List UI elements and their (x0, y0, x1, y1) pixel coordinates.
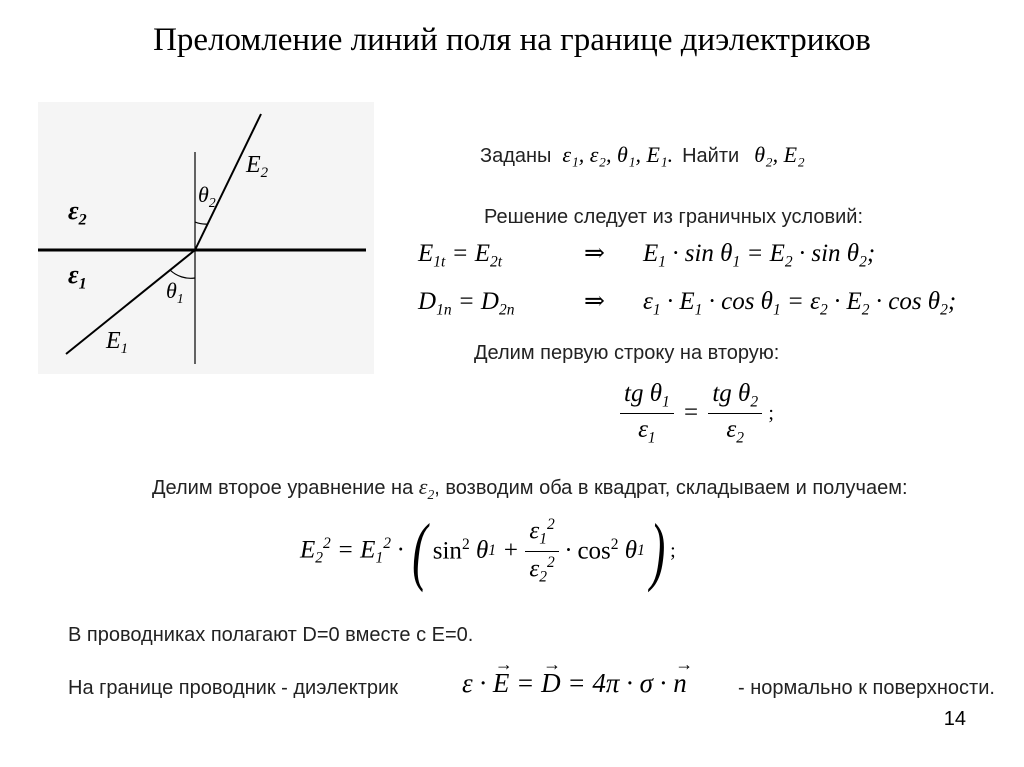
page-title: Преломление линий поля на границе диэлектриков (153, 22, 871, 58)
given-line (480, 142, 805, 168)
page-number: 14 (943, 708, 966, 730)
equation-e2-squared: $E_2^2 = E_1^2$ · ( $\sin^2$ θ 1 + $\frac{\varepsilon_1^2}{\varepsilon_2^2}$ · $\cos^2$ θ 1 ) ; (300, 509, 676, 593)
equation-tangential: $E_{1t} = E_{2t}$ ⇒ $E_1 \cdot \sin \theta_1 = E_2 \cdot \sin \theta_2$; (418, 240, 876, 271)
equation-normal: $D_{1n} = D_{2n}$ ⇒ $\varepsilon_1 \cdot E_1 \cdot \cos \theta_1 = \varepsilon_2 \cdot E_2 \cdot \cos \theta_2$; (418, 288, 957, 319)
label-theta2: $\theta_2$ (198, 182, 216, 210)
divide-first-text: Делим первую строку на вторую: (474, 342, 780, 364)
boundary-label: На границе проводник - диэлектрик (68, 677, 398, 699)
label-eps2: $\varepsilon_2$ (68, 196, 87, 229)
equation-surface-charge: ε · → E = → D = 4π · σ · → n (462, 668, 687, 699)
divide-second-text: Делим второе уравнение на $\varepsilon_2$, возводим оба в квадрат, складываем и получаем: (152, 474, 908, 502)
find-values: θ₂, E₂ (754, 142, 805, 167)
given-label: Заданы (480, 145, 552, 167)
label-e1: $E_1$ (106, 328, 129, 358)
given-values: ε₁, ε₂, θ₁, E₁. (562, 142, 674, 167)
equation-tangent-ratio: $\frac{tg \theta_1}{\varepsilon_1}$ = $\frac{tg \theta_2}{\varepsilon_2}$ ; (620, 380, 774, 448)
label-e2: $E_2$ (246, 152, 269, 182)
boundary-note: - нормально к поверхности. (738, 677, 995, 699)
conductors-text: В проводниках полагают D=0 вместе с E=0. (68, 624, 474, 646)
label-theta1: $\theta_1$ (166, 278, 184, 306)
refraction-diagram-lines (38, 102, 374, 374)
solution-intro: Решение следует из граничных условий: (484, 206, 863, 228)
angle-arc-theta2 (195, 222, 208, 224)
label-eps1: $\varepsilon_1$ (68, 260, 87, 293)
refraction-diagram (38, 102, 374, 374)
find-label: Найти (682, 145, 740, 167)
